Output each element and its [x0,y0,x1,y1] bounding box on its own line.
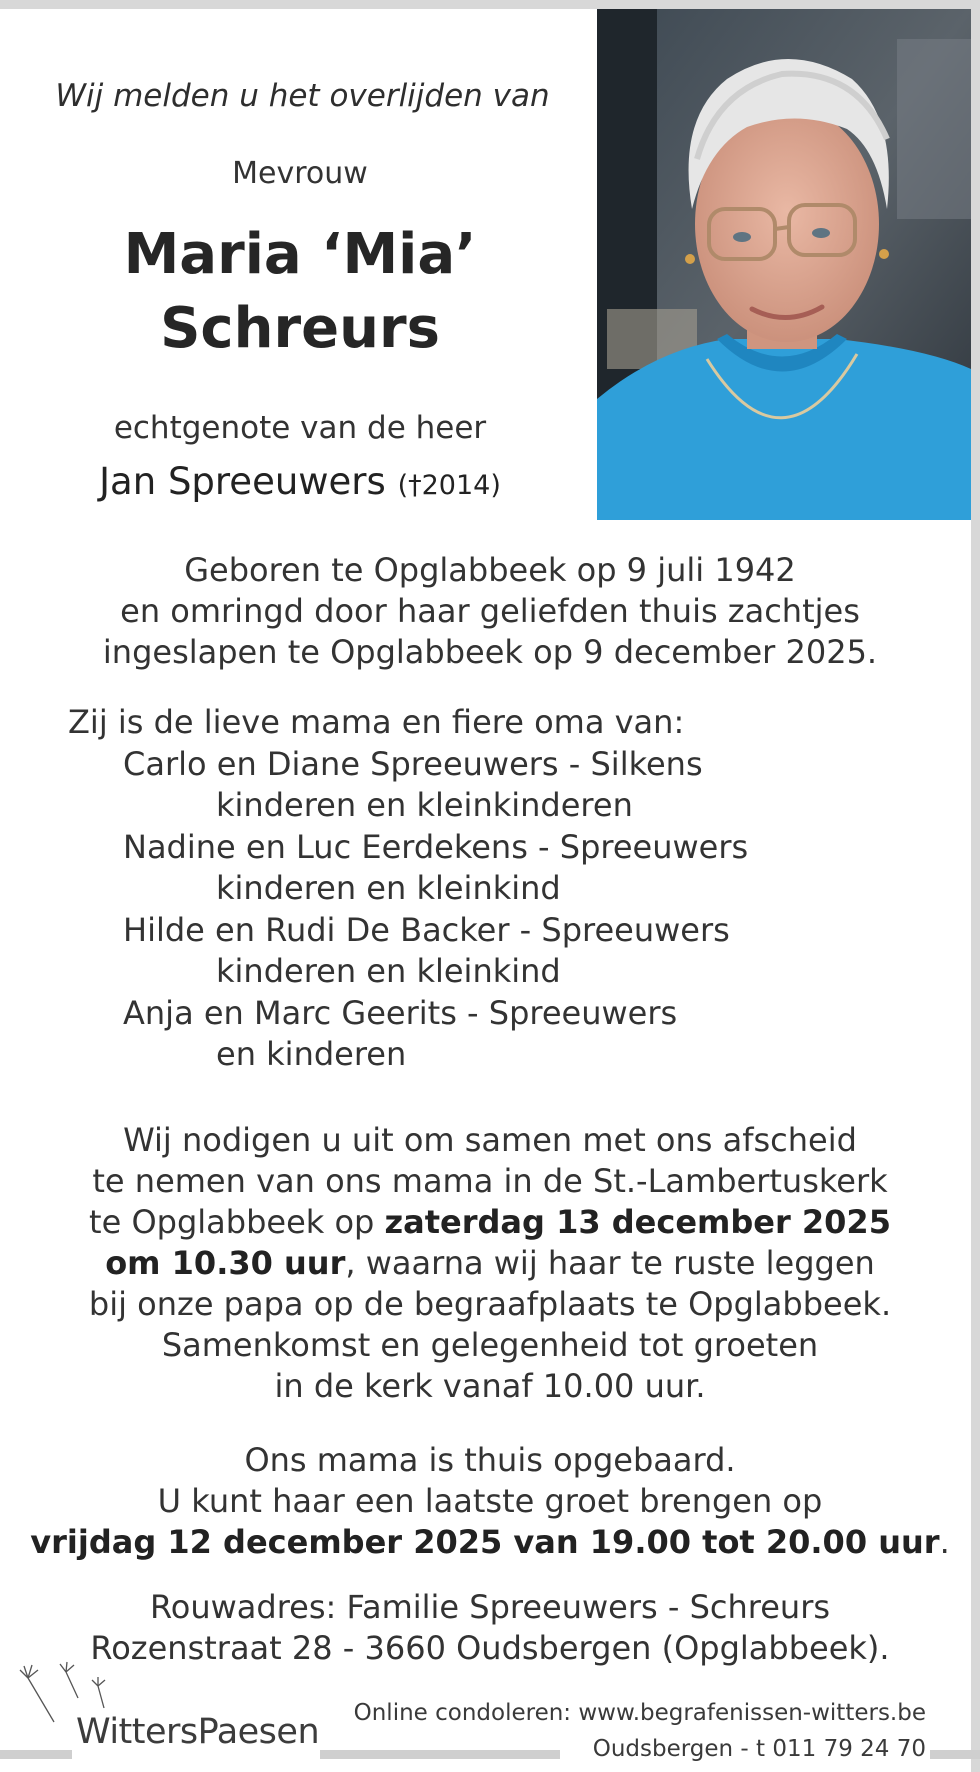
honorific: Mevrouw [232,156,368,191]
funeral-line: Wij nodigen u uit om samen met ons afscheid [123,1121,857,1159]
funeral-text: te Opglabbeek op [89,1203,385,1241]
family-heading: Zij is de lieve mama en fiere oma van: [68,703,685,741]
frame-right-border [971,0,980,1772]
family-member-note: kinderen en kleinkind [216,952,561,990]
funeral-line [30,1243,950,1284]
funeral-line: in de kerk vanaf 10.00 uur. [274,1367,706,1405]
visitation-datetime: vrijdag 12 december 2025 van 19.00 tot 20.00 uur [30,1523,940,1561]
funeral-time: om 10.30 uur [105,1244,346,1282]
spouse-line [30,460,570,503]
phone-number: Oudsbergen - t 011 79 24 70 [592,1736,926,1762]
birth-paragraph [30,550,950,673]
funeral-line [30,1202,950,1243]
funeral-line: te nemen van ons mama in de St.-Lambertuskerk [92,1162,888,1200]
online-condolences-link[interactable]: Online condoleren: www.begrafenissen-witters.be [353,1700,926,1726]
frame-bottom-border [930,1750,980,1759]
footer-contact [354,1695,926,1767]
funeral-line: Samenkomst en gelegenheid tot groeten [161,1326,819,1364]
deceased-name [30,218,570,366]
family-member-name: Carlo en Diane Spreeuwers - Silkens [123,744,703,783]
deceased-name-line1: Maria ‘Mia’ [123,222,477,287]
deceased-name-line2: Schreurs [160,296,440,361]
family-member-note: kinderen en kleinkind [216,869,561,907]
family-list [68,702,748,1076]
portrait-photo [597,9,971,520]
intro-text: Wij melden u het overlijden van [55,78,550,114]
spouse-prefix: echtgenote van de heer [113,410,487,446]
frame-top-border [0,0,980,9]
spouse-death-year: (†2014) [397,470,501,501]
visitation-text: . [939,1523,950,1561]
spouse-name: Jan Spreeuwers [99,460,386,503]
birth-line: ingeslapen te Opglabbeek op 9 december 2025. [102,633,878,671]
visitation-line: U kunt haar een laatste groet brengen op [157,1482,823,1520]
family-member-note: en kinderen [216,1035,407,1073]
visitation-paragraph [30,1440,950,1563]
birth-line: en omringd door haar geliefden thuis zachtjes [120,592,860,630]
family-member-name: Nadine en Luc Eerdekens - Spreeuwers [123,827,749,866]
visitation-line: Ons mama is thuis opgebaard. [244,1441,736,1479]
funeral-text: , waarna wij haar te ruste leggen [345,1244,875,1282]
portrait-illustration [597,9,971,520]
family-member-note: kinderen en kleinkinderen [216,786,633,824]
address-line: Rozenstraat 28 - 3660 Oudsbergen (Opglabbeek). [90,1629,890,1667]
address-line: Rouwadres: Familie Spreeuwers - Schreurs [149,1588,831,1626]
funeral-date: zaterdag 13 december 2025 [384,1203,891,1241]
family-member-name: Anja en Marc Geerits - Spreeuwers [123,993,678,1032]
logo-wordmark: WittersPaesen [76,1712,320,1752]
visitation-line [30,1522,950,1563]
funeral-paragraph [30,1120,950,1407]
mourning-address [30,1587,950,1669]
family-member-name: Hilde en Rudi De Backer - Spreeuwers [123,910,730,949]
birth-line: Geboren te Opglabbeek op 9 juli 1942 [184,551,796,589]
funeral-home-logo [18,1660,318,1760]
funeral-line: bij onze papa op de begraafplaats te Opglabbeek. [88,1285,892,1323]
